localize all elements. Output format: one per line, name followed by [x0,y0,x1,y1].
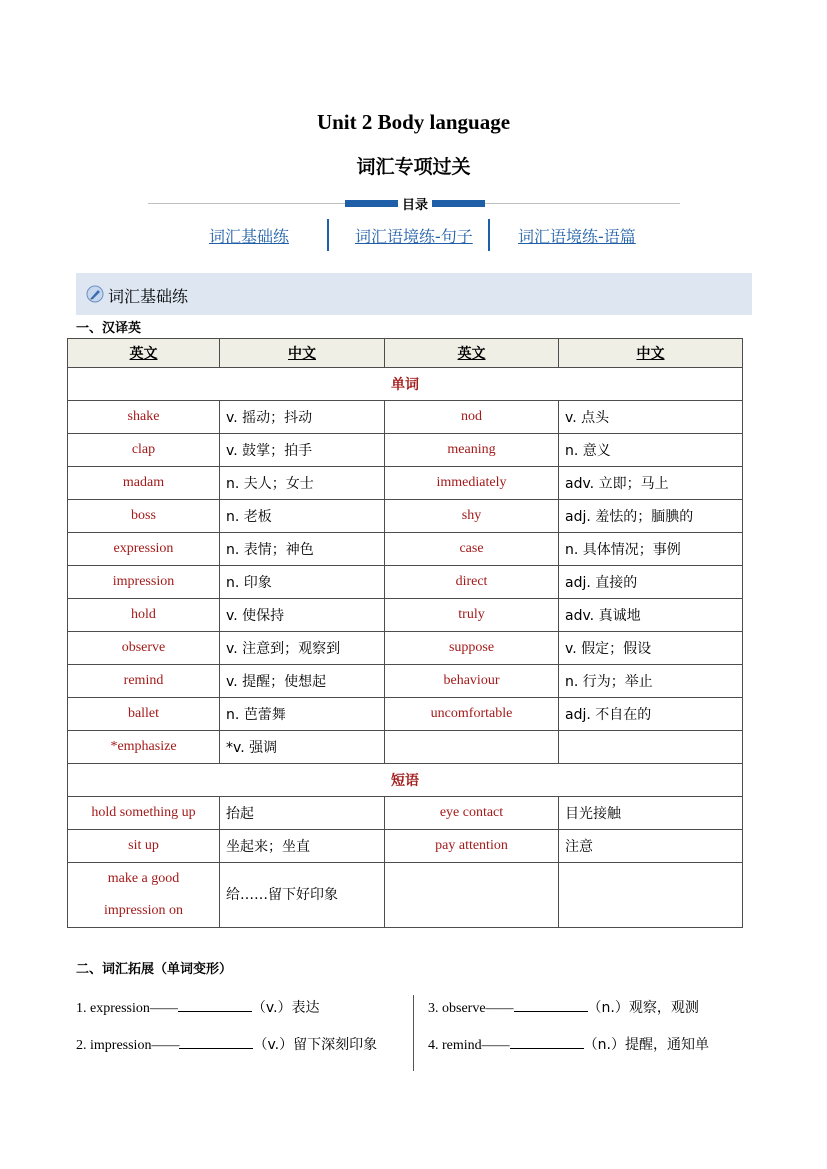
toc-link-basic[interactable]: 词汇基础练 [209,227,290,246]
exercise-suffix: （v.）表达 [251,1000,320,1016]
table-row [68,566,743,599]
word-zh: adv. 真诚地 [559,599,743,632]
word-zh: n. 印象 [220,566,385,599]
section-header [76,273,752,315]
section-title: 词汇基础练 [108,287,189,306]
table-row [68,665,743,698]
table-row [68,500,743,533]
word-en: ballet [68,698,220,731]
table-row [68,533,743,566]
word-zh: v. 使保持 [220,599,385,632]
answer-blank[interactable] [514,997,588,1012]
answer-blank[interactable] [178,997,252,1012]
word-en: behaviour [385,665,559,698]
word-en: remind [68,665,220,698]
empty-cell [385,863,559,928]
word-zh: adj. 羞怯的；腼腆的 [559,500,743,533]
toc-link-passage[interactable]: 词汇语境练-语篇 [518,227,636,246]
phrase-zh: 给……留下好印象 [220,863,385,928]
exercise-suffix: （n.）观察，观测 [587,1000,699,1016]
word-en: hold [68,599,220,632]
word-zh: v. 鼓掌；拍手 [220,434,385,467]
table-header-row [68,339,743,368]
word-zh [559,731,743,764]
pencil-icon [86,285,104,303]
phrase-en [68,863,220,928]
word-zh: v. 摇动；抖动 [220,401,385,434]
exercise-item [76,1034,377,1054]
phrase-en: eye contact [385,797,559,830]
answer-blank[interactable] [510,1034,584,1049]
table-row [68,698,743,731]
table-row [68,599,743,632]
header-chinese: 中文 [220,339,385,368]
phrase-zh: 目光接触 [559,797,743,830]
word-en: truly [385,599,559,632]
table-row [68,731,743,764]
part2-title: 二、词汇拓展（单词变形） [76,962,233,977]
part1-title: 一、汉译英 [76,321,142,336]
word-en: impression [68,566,220,599]
word-zh: adv. 立即；马上 [559,467,743,500]
toc-accent-right [430,200,485,207]
toc-separator [327,219,329,251]
vocab-table [67,338,743,928]
column-divider [413,995,414,1071]
word-en: nod [385,401,559,434]
phrase-en-line: make a good [107,871,180,886]
word-zh: v. 注意到；观察到 [220,632,385,665]
word-en: uncomfortable [385,698,559,731]
word-en: immediately [385,467,559,500]
header-chinese: 中文 [559,339,743,368]
word-zh: n. 表情；神色 [220,533,385,566]
word-zh: n. 具体情况；事例 [559,533,743,566]
category-words: 单词 [68,368,743,401]
word-en: clap [68,434,220,467]
exercise-item [428,997,699,1017]
word-en: shy [385,500,559,533]
exercise-prefix: 2. impression—— [76,1038,180,1053]
exercise-prefix: 4. remind—— [428,1038,510,1053]
word-zh: v. 提醒；使想起 [220,665,385,698]
word-en: *emphasize [68,731,220,764]
exercise-suffix: （n.）提醒，通知单 [583,1037,709,1053]
exercise-prefix: 3. observe—— [428,1001,514,1016]
word-zh: n. 行为；举止 [559,665,743,698]
word-en: shake [68,401,220,434]
exercise-suffix: （v.）留下深刻印象 [253,1037,378,1053]
header-english: 英文 [68,339,220,368]
table-row [68,632,743,665]
word-en: boss [68,500,220,533]
word-en: direct [385,566,559,599]
exercise-item [428,1034,709,1054]
exercise-item [76,997,320,1017]
table-row [68,797,743,830]
word-zh: n. 夫人；女士 [220,467,385,500]
phrase-en: sit up [68,830,220,863]
toc-accent-left [345,200,400,207]
page-subtitle: 词汇专项过关 [356,156,471,178]
word-en: meaning [385,434,559,467]
page-title: Unit 2 Body language [316,110,511,134]
word-zh: n. 芭蕾舞 [220,698,385,731]
word-en [385,731,559,764]
table-row [68,830,743,863]
word-en: observe [68,632,220,665]
word-zh: adj. 不自在的 [559,698,743,731]
phrase-zh: 注意 [559,830,743,863]
toc-label: 目录 [398,194,432,213]
word-zh: adj. 直接的 [559,566,743,599]
word-en: case [385,533,559,566]
category-phrases: 短语 [68,764,743,797]
exercise-prefix: 1. expression—— [76,1001,178,1016]
header-english: 英文 [385,339,559,368]
table-row [68,863,743,928]
phrase-en-line: impression on [104,903,183,918]
empty-cell [559,863,743,928]
phrase-zh: 坐起来；坐直 [220,830,385,863]
answer-blank[interactable] [179,1034,253,1049]
phrase-en: hold something up [68,797,220,830]
table-row [68,434,743,467]
word-zh: *v. 强调 [220,731,385,764]
table-row [68,401,743,434]
word-en: expression [68,533,220,566]
word-zh: n. 老板 [220,500,385,533]
table-row [68,467,743,500]
word-zh: v. 点头 [559,401,743,434]
category-row [68,764,743,797]
word-zh: v. 假定；假设 [559,632,743,665]
word-en: suppose [385,632,559,665]
phrase-en: pay attention [385,830,559,863]
category-row [68,368,743,401]
toc-link-sentence[interactable]: 词汇语境练-句子 [355,227,473,246]
phrase-zh: 抬起 [220,797,385,830]
toc-separator [488,219,490,251]
word-en: madam [68,467,220,500]
word-zh: n. 意义 [559,434,743,467]
